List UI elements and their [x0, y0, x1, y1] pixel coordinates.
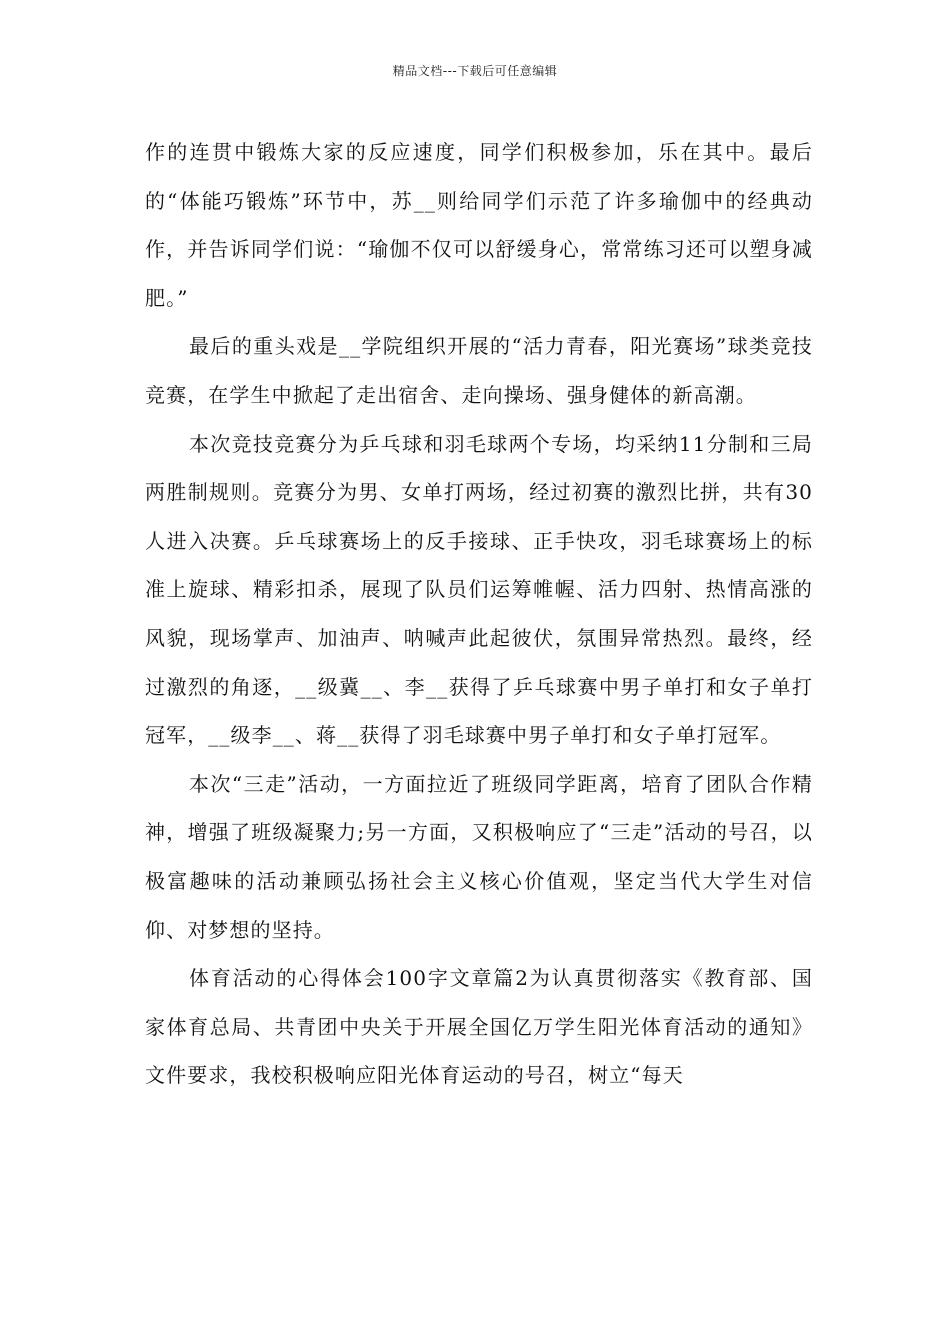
paragraph-4: 本次“三走”活动，一方面拉近了班级同学距离，培育了团队合作精神，增强了班级凝聚力;另一方面，又积极响应了“三走”活动的号召，以极富趣味的活动兼顾弘扬社会主义核心价值观，坚定当代大学生对信仰、对梦想的坚持。 [145, 771, 813, 942]
paragraph-1: 作的连贯中锻炼大家的反应速度，同学们积极参加，乐在其中。最后的“体能巧锻炼”环节中，苏__则给同学们示范了许多瑜伽中的经典动作，并告诉同学们说：“瑜伽不仅可以舒缓身心，常常练习还可以塑身减肥。” [145, 140, 813, 310]
paragraph-2: 最后的重头戏是__学院组织开展的“活力青春，阳光赛场”球类竞技竞赛，在学生中掀起了走出宿舍、走向操场、强身健体的新高潮。 [145, 334, 813, 407]
paragraph-5: 体育活动的心得体会100字文章篇2为认真贯彻落实《教育部、国家体育总局、共青团中央关于开展全国亿万学生阳光体育活动的通知》文件要求，我校积极响应阳光体育运动的号召，树立“每天 [145, 966, 813, 1088]
document-body [145, 128, 813, 1100]
page-header: 精品文档---下载后可任意编辑 [392, 64, 558, 78]
paragraph-3: 本次竞技竞赛分为乒乓球和羽毛球两个专场，均采纳11分制和三局两胜制规则。竞赛分为男、女单打两场，经过初赛的激烈比拼，共有30人进入决赛。乒乓球赛场上的反手接球、正手快攻，羽毛球赛场上的标准上旋球、精彩扣杀，展现了队员们运筹帷幄、活力四射、热情高涨的风貌，现场掌声、加油声、呐喊声此起彼伏，氛围异常热烈。最终，经过激烈的角逐，__级冀__、李__获得了乒乓球赛中男子单打和女子单打冠军，__级李__、蒋__获得了羽毛球赛中男子单打和女子单打冠军。 [145, 431, 813, 748]
